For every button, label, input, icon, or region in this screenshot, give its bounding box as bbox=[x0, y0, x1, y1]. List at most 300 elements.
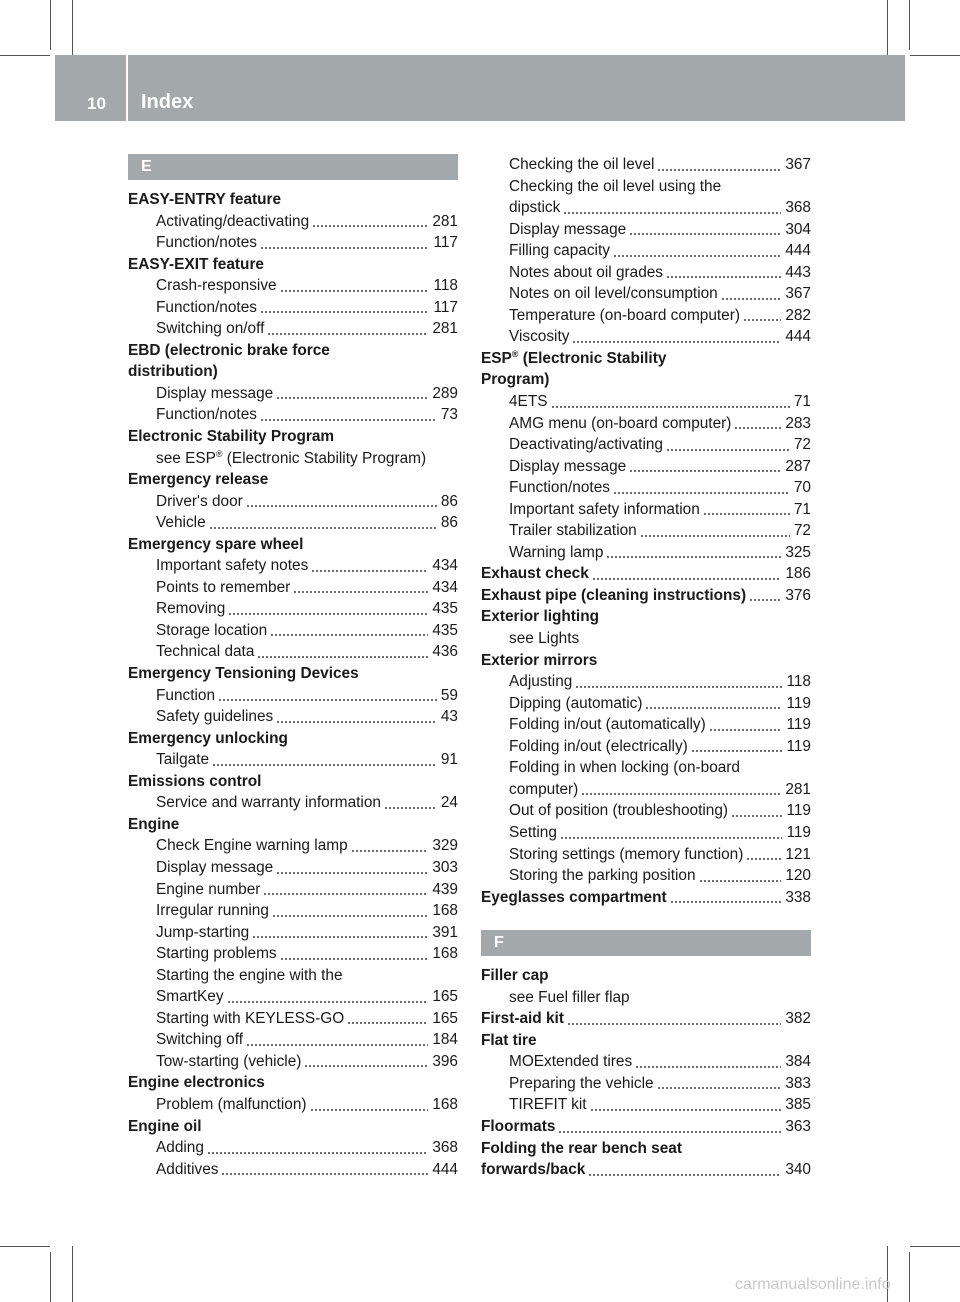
entry-text: Trailer stabilization bbox=[509, 522, 637, 540]
page-reference: 396 bbox=[432, 1052, 458, 1070]
index-subentry bbox=[481, 176, 811, 198]
page-reference: 24 bbox=[440, 794, 458, 812]
page-reference: 391 bbox=[432, 923, 458, 941]
dot-leader bbox=[260, 419, 437, 421]
dot-leader bbox=[703, 513, 790, 515]
entry-text: Function/notes bbox=[156, 406, 257, 424]
entry-text: Activating/deactivating bbox=[156, 212, 310, 230]
index-subentry bbox=[128, 706, 458, 728]
entry-text: Notes on oil level/consumption bbox=[509, 285, 718, 303]
entry-text: SmartKey bbox=[156, 988, 224, 1006]
entry-text: Filler cap bbox=[481, 967, 549, 985]
dot-leader bbox=[635, 1066, 781, 1068]
entry-text: EBD (electronic brake force bbox=[128, 341, 330, 359]
page-reference: 444 bbox=[785, 328, 811, 346]
entry-text: Important safety information bbox=[509, 500, 700, 518]
dot-leader bbox=[592, 578, 782, 580]
index-subentry bbox=[128, 943, 458, 965]
entry-text: Exterior mirrors bbox=[481, 651, 598, 669]
entry-text: Floormats bbox=[481, 1117, 556, 1135]
page-reference: 382 bbox=[785, 1010, 811, 1028]
page-reference: 72 bbox=[793, 436, 811, 454]
index-subentry bbox=[128, 448, 458, 470]
page-reference: 281 bbox=[432, 212, 458, 230]
page-reference: 289 bbox=[432, 384, 458, 402]
index-subentry bbox=[481, 628, 811, 650]
page-reference: 119 bbox=[786, 823, 811, 841]
dot-leader bbox=[645, 707, 782, 709]
page-reference: 86 bbox=[440, 514, 458, 532]
page-reference: 443 bbox=[785, 263, 811, 281]
entry-text: Problem (malfunction) bbox=[156, 1095, 307, 1113]
dot-leader bbox=[280, 958, 429, 960]
page-reference: 439 bbox=[432, 880, 458, 898]
entry-text: Folding in when locking (on-board bbox=[509, 759, 740, 777]
page-reference: 367 bbox=[785, 285, 811, 303]
dot-leader bbox=[709, 729, 783, 731]
page-reference: 444 bbox=[432, 1160, 458, 1178]
page-reference: 283 bbox=[785, 414, 811, 432]
dot-leader bbox=[263, 893, 428, 895]
index-subentry bbox=[481, 305, 811, 327]
dot-leader bbox=[551, 406, 790, 408]
dot-leader bbox=[267, 333, 428, 335]
index-subentry bbox=[481, 800, 811, 822]
dot-leader bbox=[613, 492, 790, 494]
entry-text: Check Engine warning lamp bbox=[156, 837, 348, 855]
dot-leader bbox=[218, 699, 437, 701]
index-subentry bbox=[481, 520, 811, 542]
section-letter: F bbox=[481, 930, 811, 956]
crop-mark bbox=[50, 0, 51, 50]
entry-text: EASY-EXIT feature bbox=[128, 255, 264, 273]
entry-text: 4ETS bbox=[509, 393, 548, 411]
index-entry bbox=[128, 361, 458, 383]
entry-text: Program) bbox=[481, 371, 550, 389]
watermark: carmanualsonline.info bbox=[735, 1276, 891, 1293]
dot-leader bbox=[629, 470, 781, 472]
index-subentry bbox=[128, 620, 458, 642]
index-subentry bbox=[481, 822, 811, 844]
index-subentry bbox=[481, 714, 811, 736]
dot-leader bbox=[311, 570, 428, 572]
entry-text: Adjusting bbox=[509, 673, 573, 691]
entry-text: Dipping (automatic) bbox=[509, 694, 643, 712]
index-entry bbox=[128, 1116, 458, 1138]
index-entry bbox=[481, 348, 811, 370]
dot-leader bbox=[731, 815, 782, 817]
index-subentry bbox=[481, 154, 811, 176]
entry-text: Exhaust pipe (cleaning instructions) bbox=[481, 586, 747, 604]
entry-text: Display message bbox=[509, 457, 627, 475]
index-entry bbox=[481, 1159, 811, 1181]
dot-leader bbox=[666, 276, 781, 278]
crop-mark bbox=[72, 1246, 73, 1302]
crop-mark bbox=[887, 0, 888, 55]
dot-leader bbox=[252, 936, 428, 938]
page-reference: 118 bbox=[786, 673, 811, 691]
entry-text: Storage location bbox=[156, 621, 268, 639]
dot-leader bbox=[228, 613, 428, 615]
page-reference: 71 bbox=[793, 393, 811, 411]
page-reference: 91 bbox=[440, 751, 458, 769]
crop-mark bbox=[0, 1246, 50, 1247]
index-subentry bbox=[128, 491, 458, 513]
page-reference: 340 bbox=[785, 1161, 811, 1179]
index-entry bbox=[481, 965, 811, 987]
entry-text: see Lights bbox=[509, 630, 580, 648]
page-reference: 304 bbox=[785, 220, 811, 238]
page-reference: 168 bbox=[432, 1095, 458, 1113]
page-reference: 436 bbox=[432, 643, 458, 661]
page-reference: 184 bbox=[432, 1031, 458, 1049]
entry-text: Starting with KEYLESS-GO bbox=[156, 1009, 345, 1027]
page-reference: 117 bbox=[433, 234, 458, 252]
dot-leader bbox=[588, 1174, 781, 1176]
index-entry bbox=[481, 1030, 811, 1052]
index-subentry bbox=[128, 318, 458, 340]
entry-text: Emergency spare wheel bbox=[128, 535, 304, 553]
dot-leader bbox=[691, 750, 783, 752]
entry-text: Exhaust check bbox=[481, 565, 589, 583]
entry-text: Safety guidelines bbox=[156, 708, 274, 726]
page-reference: 165 bbox=[432, 988, 458, 1006]
entry-text: Engine bbox=[128, 815, 180, 833]
entry-text: Switching off bbox=[156, 1031, 243, 1049]
dot-leader bbox=[581, 793, 781, 795]
index-entry bbox=[128, 340, 458, 362]
dot-leader bbox=[666, 449, 790, 451]
entry-text: Engine electronics bbox=[128, 1074, 265, 1092]
dot-leader bbox=[657, 169, 781, 171]
page-reference: 43 bbox=[440, 708, 458, 726]
index-entry bbox=[128, 814, 458, 836]
dot-leader bbox=[260, 247, 429, 249]
entry-text: AMG menu (on-board computer) bbox=[509, 414, 732, 432]
entry-text: Storing the parking position bbox=[509, 867, 696, 885]
index-entry bbox=[128, 1072, 458, 1094]
index-column-right bbox=[481, 154, 811, 1181]
entry-text: First-aid kit bbox=[481, 1010, 564, 1028]
index-subentry bbox=[128, 1008, 458, 1030]
page-reference: 287 bbox=[785, 457, 811, 475]
header-divider bbox=[126, 55, 128, 121]
entry-text: Exterior lighting bbox=[481, 608, 599, 626]
index-subentry bbox=[128, 1029, 458, 1051]
entry-text: see Fuel filler flap bbox=[509, 988, 630, 1006]
entry-text: Emergency unlocking bbox=[128, 729, 288, 747]
entry-text: Points to remember bbox=[156, 578, 291, 596]
index-subentry bbox=[128, 577, 458, 599]
index-subentry bbox=[128, 1137, 458, 1159]
index-subentry bbox=[481, 1051, 811, 1073]
index-entry bbox=[481, 1008, 811, 1030]
index-subentry bbox=[481, 197, 811, 219]
dot-leader bbox=[347, 1022, 428, 1024]
page-reference: 119 bbox=[786, 694, 811, 712]
index-subentry bbox=[128, 1094, 458, 1116]
dot-leader bbox=[276, 721, 437, 723]
page-reference: 281 bbox=[785, 780, 811, 798]
dot-leader bbox=[560, 837, 783, 839]
page-reference: 434 bbox=[432, 578, 458, 596]
index-subentry bbox=[128, 641, 458, 663]
entry-text: MOExtended tires bbox=[509, 1053, 633, 1071]
index-subentry bbox=[128, 857, 458, 879]
dot-leader bbox=[384, 807, 437, 809]
entry-text: dipstick bbox=[509, 199, 561, 217]
entry-text: Function/notes bbox=[509, 479, 610, 497]
dot-leader bbox=[613, 255, 781, 257]
entry-text: Preparing the vehicle bbox=[509, 1074, 654, 1092]
crop-mark bbox=[909, 1252, 910, 1302]
crop-mark bbox=[910, 1246, 960, 1247]
index-subentry bbox=[481, 499, 811, 521]
entry-text: Crash-responsive bbox=[156, 277, 277, 295]
index-subentry bbox=[481, 757, 811, 779]
page-reference: 73 bbox=[440, 406, 458, 424]
page-reference: 385 bbox=[785, 1096, 811, 1114]
entry-text: Starting problems bbox=[156, 945, 277, 963]
entry-text: Display message bbox=[509, 220, 627, 238]
dot-leader bbox=[276, 397, 428, 399]
entry-text: Temperature (on-board computer) bbox=[509, 306, 740, 324]
index-subentry bbox=[481, 779, 811, 801]
page-reference: 434 bbox=[432, 557, 458, 575]
entry-text: Notes about oil grades bbox=[509, 263, 664, 281]
dot-leader bbox=[260, 311, 429, 313]
dot-leader bbox=[351, 850, 429, 852]
index-entry bbox=[481, 563, 811, 585]
entry-text: Filling capacity bbox=[509, 242, 610, 260]
index-column-left bbox=[128, 154, 458, 1180]
page-reference: 303 bbox=[432, 858, 458, 876]
entry-text: Removing bbox=[156, 600, 226, 618]
index-entry bbox=[481, 887, 811, 909]
entry-text: Setting bbox=[509, 823, 557, 841]
index-subentry bbox=[128, 1051, 458, 1073]
index-entry bbox=[481, 1116, 811, 1138]
page-reference: 368 bbox=[785, 199, 811, 217]
page-reference: 165 bbox=[432, 1009, 458, 1027]
index-entry bbox=[128, 469, 458, 491]
entry-text: Switching on/off bbox=[156, 320, 265, 338]
index-subentry bbox=[128, 512, 458, 534]
entry-text: Emergency release bbox=[128, 471, 269, 489]
entry-text: Folding the rear bench seat bbox=[481, 1139, 682, 1157]
index-subentry bbox=[128, 404, 458, 426]
page-reference: 363 bbox=[785, 1117, 811, 1135]
dot-leader bbox=[572, 341, 781, 343]
entry-text: Driver's door bbox=[156, 492, 243, 510]
entry-text: Additives bbox=[156, 1160, 219, 1178]
entry-text: EASY-ENTRY feature bbox=[128, 191, 282, 208]
index-entry bbox=[481, 606, 811, 628]
index-subentry bbox=[481, 987, 811, 1009]
index-subentry bbox=[481, 844, 811, 866]
index-subentry bbox=[128, 792, 458, 814]
index-subentry bbox=[128, 922, 458, 944]
dot-leader bbox=[293, 591, 428, 593]
dot-leader bbox=[270, 634, 428, 636]
entry-text: Flat tire bbox=[481, 1031, 537, 1049]
index-entry bbox=[128, 771, 458, 793]
dot-leader bbox=[257, 656, 428, 658]
dot-leader bbox=[606, 556, 781, 558]
page-reference: 338 bbox=[785, 888, 811, 906]
page-reference: 120 bbox=[785, 867, 811, 885]
entry-text: forwards/back bbox=[481, 1161, 586, 1179]
dot-leader bbox=[657, 1087, 782, 1089]
index-entry bbox=[128, 534, 458, 556]
index-subentry bbox=[481, 736, 811, 758]
page-reference: 444 bbox=[785, 242, 811, 260]
dot-leader bbox=[221, 1173, 428, 1175]
entry-text: distribution) bbox=[128, 363, 218, 381]
dot-leader bbox=[207, 1152, 428, 1154]
index-subentry bbox=[481, 434, 811, 456]
page-reference: 70 bbox=[793, 479, 811, 497]
index-subentry bbox=[481, 671, 811, 693]
page-reference: 367 bbox=[785, 156, 811, 173]
page-reference: 281 bbox=[432, 320, 458, 338]
crop-mark bbox=[909, 0, 910, 50]
dot-leader bbox=[590, 1109, 782, 1111]
index-subentry bbox=[128, 297, 458, 319]
page-reference: 119 bbox=[786, 737, 811, 755]
index-subentry bbox=[128, 835, 458, 857]
index-subentry bbox=[128, 965, 458, 987]
index-subentry bbox=[128, 749, 458, 771]
page-reference: 186 bbox=[785, 565, 811, 583]
entry-text: Service and warranty information bbox=[156, 794, 381, 812]
index-subentry bbox=[481, 693, 811, 715]
dot-leader bbox=[721, 298, 782, 300]
section-letter: E bbox=[128, 154, 458, 180]
page-reference: 329 bbox=[432, 837, 458, 855]
crop-mark bbox=[910, 55, 960, 56]
index-subentry bbox=[481, 283, 811, 305]
entry-text: Tow-starting (vehicle) bbox=[156, 1052, 302, 1070]
entry-text: Emissions control bbox=[128, 772, 262, 790]
dot-leader bbox=[280, 290, 430, 292]
page-reference: 86 bbox=[440, 492, 458, 510]
entry-text: Storing settings (memory function) bbox=[509, 845, 744, 863]
index-subentry bbox=[481, 240, 811, 262]
entry-text: Warning lamp bbox=[509, 543, 604, 561]
entry-text: Out of position (troubleshooting) bbox=[509, 802, 729, 820]
entry-text: Adding bbox=[156, 1139, 204, 1157]
index-subentry bbox=[128, 879, 458, 901]
entry-text: Important safety notes bbox=[156, 557, 309, 575]
dot-leader bbox=[670, 901, 782, 903]
dot-leader bbox=[567, 1023, 781, 1025]
index-entry bbox=[481, 650, 811, 672]
entry-text: Checking the oil level using the bbox=[509, 177, 722, 195]
entry-text: ESP® (Electronic Stability bbox=[481, 348, 667, 367]
entry-text: Irregular running bbox=[156, 902, 269, 920]
index-subentry bbox=[128, 598, 458, 620]
page-reference: 59 bbox=[440, 686, 458, 704]
dot-leader bbox=[734, 427, 781, 429]
index-subentry bbox=[128, 275, 458, 297]
dot-leader bbox=[575, 686, 782, 688]
index-entry bbox=[128, 426, 458, 448]
index-subentry bbox=[481, 1094, 811, 1116]
index-subentry bbox=[481, 219, 811, 241]
entry-text: computer) bbox=[509, 780, 579, 798]
page-reference: 435 bbox=[432, 600, 458, 618]
entry-text: Engine number bbox=[156, 880, 261, 898]
page-reference: 168 bbox=[432, 945, 458, 963]
entry-text: Viscosity bbox=[509, 328, 570, 346]
dot-leader bbox=[746, 858, 781, 860]
index-subentry bbox=[128, 1159, 458, 1181]
index-subentry bbox=[481, 542, 811, 564]
page-reference: 282 bbox=[785, 306, 811, 324]
page-title: Index bbox=[141, 91, 194, 113]
entry-text: Deactivating/activating bbox=[509, 436, 663, 454]
dot-leader bbox=[212, 764, 437, 766]
entry-text: Electronic Stability Program bbox=[128, 428, 335, 446]
index-entry bbox=[481, 369, 811, 391]
page-reference: 119 bbox=[786, 802, 811, 820]
page-reference: 376 bbox=[785, 586, 811, 604]
index-subentry bbox=[128, 986, 458, 1008]
dot-leader bbox=[749, 599, 781, 601]
entry-text: Function/notes bbox=[156, 234, 257, 252]
index-subentry bbox=[128, 383, 458, 405]
index-subentry bbox=[481, 477, 811, 499]
dot-leader bbox=[640, 535, 790, 537]
entry-text: Emergency Tensioning Devices bbox=[128, 665, 359, 683]
entry-text: Starting the engine with the bbox=[156, 966, 343, 984]
index-entry bbox=[128, 663, 458, 685]
index-entry bbox=[128, 254, 458, 276]
entry-text: Technical data bbox=[156, 643, 255, 661]
page-reference: 384 bbox=[785, 1053, 811, 1071]
dot-leader bbox=[310, 1109, 429, 1111]
index-subentry bbox=[481, 865, 811, 887]
index-entry bbox=[128, 728, 458, 750]
dot-leader bbox=[209, 527, 437, 529]
entry-text: Vehicle bbox=[156, 514, 206, 532]
entry-text: Function/notes bbox=[156, 298, 257, 316]
entry-text: Display message bbox=[156, 384, 274, 402]
entry-text: see ESP® (Electronic Stability Program) bbox=[156, 448, 427, 467]
dot-leader bbox=[629, 233, 781, 235]
dot-leader bbox=[563, 212, 781, 214]
page-reference: 71 bbox=[793, 500, 811, 518]
dot-leader bbox=[272, 915, 428, 917]
entry-text: Folding in/out (electrically) bbox=[509, 737, 688, 755]
index-subentry bbox=[481, 413, 811, 435]
dot-leader bbox=[276, 872, 428, 874]
entry-text: Jump-starting bbox=[156, 923, 250, 941]
dot-leader bbox=[312, 225, 428, 227]
page-reference: 117 bbox=[433, 298, 458, 316]
entry-text: Checking the oil level bbox=[509, 156, 655, 173]
page-reference: 168 bbox=[432, 902, 458, 920]
page-reference: 72 bbox=[793, 522, 811, 540]
index-subentry bbox=[128, 900, 458, 922]
entry-text: TIREFIT kit bbox=[509, 1096, 587, 1114]
index-subentry bbox=[128, 232, 458, 254]
dot-leader bbox=[304, 1065, 428, 1067]
index-subentry bbox=[128, 555, 458, 577]
index-subentry bbox=[481, 262, 811, 284]
page-reference: 325 bbox=[785, 543, 811, 561]
